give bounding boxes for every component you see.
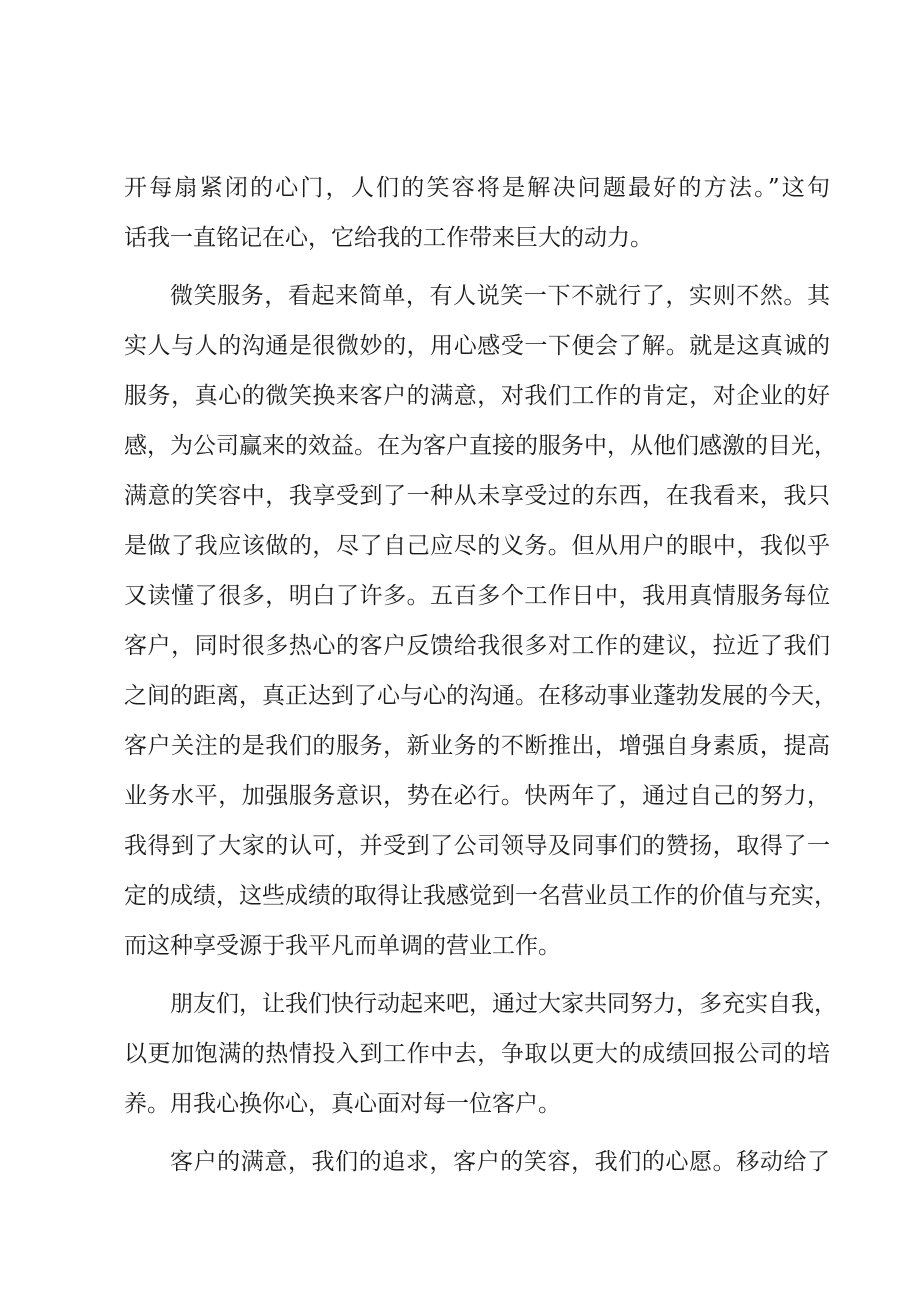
text-line: 开每扇紧闭的心门，人们的笑容将是解决问题最好的方法。”这句 (124, 175, 830, 201)
text-line: 感，为公司赢来的效益。在为客户直接的服务中，从他们感激的目光， (124, 433, 837, 459)
text-line: 又读懂了很多，明白了许多。五百多个工作日中，我用真情服务每位 (124, 583, 830, 609)
text-line: 满意的笑容中，我享受到了一种从未享受过的东西，在我看来，我只 (124, 483, 830, 509)
text-line: 实人与人的沟通是很微妙的，用心感受一下便会了解。就是这真诚的 (124, 333, 830, 359)
paragraph (124, 163, 830, 263)
text-line: 话我一直铭记在心，它给我的工作带来巨大的动力。 (124, 225, 653, 251)
paragraph (124, 271, 837, 971)
text-line: 以更加饱满的热情投入到工作中去，争取以更大的成绩回报公司的培 (124, 1041, 830, 1067)
text-line: 业务水平，加强服务意识，势在必行。快两年了，通过自己的努力， (124, 783, 830, 809)
text-line: 而这种享受源于我平凡而单调的营业工作。 (124, 933, 561, 959)
text-line: 微笑服务，看起来简单，有人说笑一下不就行了，实则不然。其 (170, 283, 830, 309)
paragraph (124, 979, 837, 1129)
paragraph (124, 1137, 830, 1187)
text-line: 之间的距离，真正达到了心与心的沟通。在移动事业蓬勃发展的今天， (124, 683, 837, 709)
document-body (124, 163, 837, 1187)
text-line: 我得到了大家的认可，并受到了公司领导及同事们的赞扬，取得了一 (124, 833, 830, 859)
text-line: 服务，真心的微笑换来客户的满意，对我们工作的肯定，对企业的好 (124, 383, 830, 409)
text-line: 客户的满意，我们的追求，客户的笑容，我们的心愿。移动给了 (170, 1149, 830, 1175)
text-line: 是做了我应该做的，尽了自己应尽的义务。但从用户的眼中，我似乎 (124, 533, 830, 559)
text-line: 定的成绩，这些成绩的取得让我感觉到一名营业员工作的价值与充实， (124, 883, 837, 909)
text-line: 客户关注的是我们的服务，新业务的不断推出，增强自身素质，提高 (124, 733, 830, 759)
text-line: 养。用我心换你心，真心面对每一位客户。 (124, 1091, 561, 1117)
text-line: 朋友们，让我们快行动起来吧，通过大家共同努力，多充实自我， (170, 991, 837, 1017)
text-line: 客户，同时很多热心的客户反馈给我很多对工作的建议，拉近了我们 (124, 633, 830, 659)
